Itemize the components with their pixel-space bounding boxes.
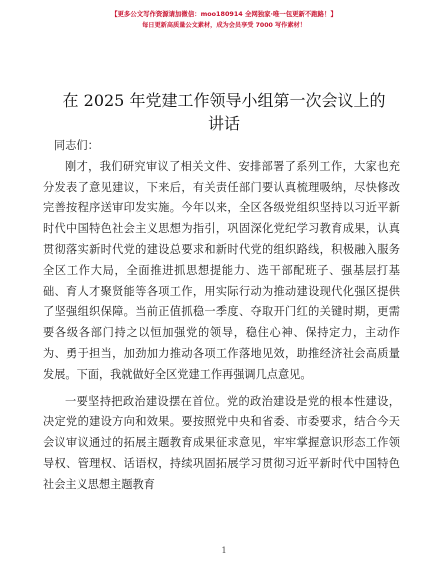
promo-banner-line-2: 每日更新高质量公文素材，成为会员享受 7000 写作素材！ xyxy=(142,22,306,29)
body-paragraph: 一要坚持把政治建设摆在首位。党的政治建设是党的根本性建设，决定党的建设方向和效果。要按照党中央和省委、市委要求，结合今天会议审议通过的拓展主题教育成果征求意见，牢牢掌握意识形态工作领导权、管理权、话语权，持续巩固拓展学习贯彻习近平新时代中国特色社会主义思想主题教育 xyxy=(43,394,400,491)
promo-banner xyxy=(0,9,448,31)
page-number: 1 xyxy=(221,546,227,555)
document-title: 在 2025 年党建工作领导小组第一次会议上的讲话 xyxy=(62,91,386,133)
document-body xyxy=(43,136,400,496)
body-paragraph: 刚才，我们研究审议了相关文件、安排部署了系列工作，大家也充分发表了意见建议，下来后，有关责任部门要认真梳理吸纳，尽快修改完善按程序送审印发实施。今年以来，全区各级党组织坚持以习近平新时代中国特色社会主义思想为指引，巩固深化党纪学习教育成果，认真贯彻落实新时代党的建设总要求和新时代党的组织路线，积极融入服务全区工作大局，全面推进抓思想提能力、选干部配班子、强基层打基础、育人才聚贤能等各项工作，用实际行动为推动建设现代化强区提供了坚强组织保障。当前正值抓稳一季度、夺取开门红的关键时期，更需要各级各部门持之以恒加强党的领导，稳住心神、保持定力，主动作为、勇于担当，加劲加力推动各项工作落地见效，助推经济社会高质量发展。下面，我就做好全区党建工作再强调几点意见。 xyxy=(43,159,400,381)
salutation: 同志们： xyxy=(54,139,99,152)
promo-banner-line-1: 【更多公文写作资源请加微信：moo180914 全网独家·唯一包更新不跑路！】 xyxy=(111,10,337,18)
